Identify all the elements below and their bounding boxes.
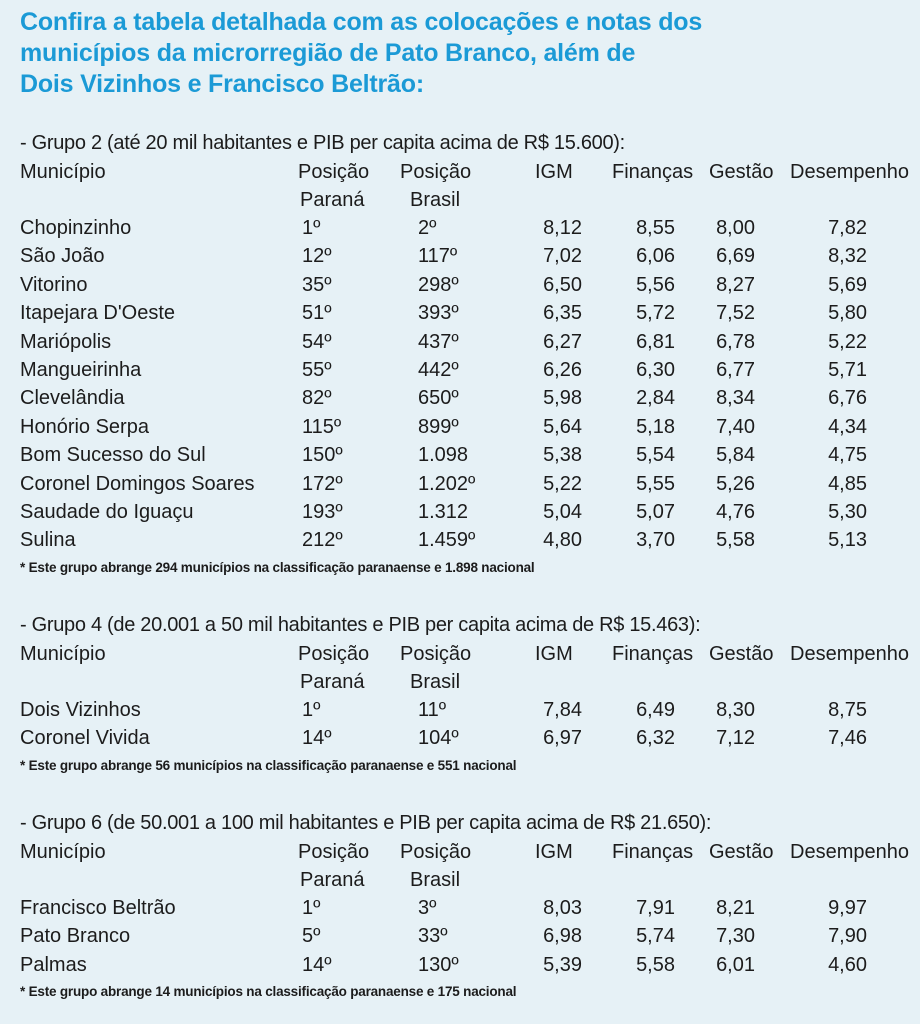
group-title: - Grupo 2 (até 20 mil habitantes e PIB per capita acima de R$ 15.600): xyxy=(20,132,625,154)
cell-financas: 3,70 xyxy=(636,529,675,552)
header-line: Posição xyxy=(400,841,472,863)
cell-desempenho: 4,85 xyxy=(828,472,867,495)
table-row xyxy=(20,384,915,412)
cell-desempenho: 9,97 xyxy=(828,897,867,919)
cell-financas: 5,56 xyxy=(636,273,675,296)
header-financas: Finanças xyxy=(612,643,694,665)
cell-igm: 5,38 xyxy=(543,444,582,467)
cell-igm: 5,39 xyxy=(543,953,582,976)
table-row xyxy=(20,441,915,469)
cell-igm: 5,22 xyxy=(543,472,582,495)
table-row xyxy=(20,242,915,270)
cell-igm: 8,12 xyxy=(543,217,582,239)
header-line: Brasil xyxy=(410,869,461,891)
cell-financas: 8,55 xyxy=(636,217,675,239)
table-row xyxy=(20,498,915,526)
cell-financas: 7,91 xyxy=(636,897,675,919)
cell-posicao-brasil: 1.202º xyxy=(418,472,476,495)
cell-financas: 5,72 xyxy=(636,302,675,325)
cell-posicao-brasil: 1.459º xyxy=(418,529,476,552)
cell-municipio: Saudade do Iguaçu xyxy=(20,500,194,523)
cell-desempenho: 5,80 xyxy=(828,302,867,325)
table-row xyxy=(20,214,915,242)
cell-municipio: Palmas xyxy=(20,953,87,976)
group-table xyxy=(20,810,915,1001)
cell-igm: 4,80 xyxy=(543,529,582,552)
header-line: Posição xyxy=(298,841,370,863)
cell-posicao-parana: 54º xyxy=(302,330,332,353)
cell-municipio: Pato Branco xyxy=(20,925,131,948)
cell-gestao: 7,40 xyxy=(716,415,755,438)
cell-desempenho: 6,76 xyxy=(828,387,867,410)
cell-municipio: Mangueirinha xyxy=(20,358,142,381)
cell-posicao-parana: 150º xyxy=(302,444,343,467)
cell-desempenho: 5,69 xyxy=(828,273,867,296)
cell-municipio: Dois Vizinhos xyxy=(20,699,141,721)
cell-igm: 7,84 xyxy=(543,699,582,721)
cell-municipio: Coronel Vivida xyxy=(20,727,150,750)
cell-gestao: 8,34 xyxy=(716,387,755,410)
table-row xyxy=(20,328,915,356)
cell-posicao-parana: 1º xyxy=(302,699,321,721)
cell-desempenho: 5,30 xyxy=(828,500,867,523)
cell-gestao: 8,27 xyxy=(716,273,755,296)
header-desempenho: Desempenho xyxy=(790,161,909,183)
table-row xyxy=(20,526,915,554)
cell-posicao-parana: 12º xyxy=(302,245,332,268)
table-row xyxy=(20,413,915,441)
header-line: Posição xyxy=(400,161,472,183)
header-line: Brasil xyxy=(410,189,461,211)
cell-desempenho: 5,13 xyxy=(828,529,867,552)
cell-municipio: Clevelândia xyxy=(20,387,125,410)
cell-igm: 6,35 xyxy=(543,302,582,325)
header-igm: IGM xyxy=(535,841,573,863)
table-row xyxy=(20,951,915,979)
cell-igm: 5,98 xyxy=(543,387,582,410)
cell-posicao-brasil: 2º xyxy=(418,217,437,239)
cell-gestao: 6,69 xyxy=(716,245,755,268)
cell-igm: 6,26 xyxy=(543,358,582,381)
header-line: Paraná xyxy=(300,671,365,693)
header-gestao: Gestão xyxy=(709,841,774,863)
cell-financas: 6,32 xyxy=(636,727,675,750)
header-desempenho: Desempenho xyxy=(790,643,909,665)
group-footnote: * Este grupo abrange 14 municípios na classificação paranaense e 175 nacional xyxy=(20,984,517,1000)
cell-gestao: 7,30 xyxy=(716,925,755,948)
table-row xyxy=(20,356,915,384)
cell-posicao-brasil: 899º xyxy=(418,415,459,438)
header-igm: IGM xyxy=(535,161,573,183)
cell-desempenho: 5,71 xyxy=(828,358,867,381)
cell-gestao: 6,78 xyxy=(716,330,755,353)
cell-municipio: Bom Sucesso do Sul xyxy=(20,444,206,467)
title-line: Confira a tabela detalhada com as colocações e notas dos xyxy=(20,8,703,36)
header-posicao-brasil xyxy=(400,640,471,696)
cell-gestao: 7,12 xyxy=(716,727,755,750)
cell-financas: 5,55 xyxy=(636,472,675,495)
table-row xyxy=(20,894,915,922)
group-title: - Grupo 4 (de 20.001 a 50 mil habitantes e PIB per capita acima de R$ 15.463): xyxy=(20,614,701,636)
cell-desempenho: 4,34 xyxy=(828,415,867,438)
cell-municipio: Chopinzinho xyxy=(20,217,132,239)
cell-posicao-brasil: 130º xyxy=(418,953,459,976)
cell-gestao: 6,01 xyxy=(716,953,755,976)
table-row xyxy=(20,470,915,498)
cell-financas: 5,58 xyxy=(636,953,675,976)
cell-gestao: 4,76 xyxy=(716,500,755,523)
cell-posicao-parana: 1º xyxy=(302,897,321,919)
cell-igm: 6,97 xyxy=(543,727,582,750)
cell-posicao-parana: 5º xyxy=(302,925,321,948)
cell-desempenho: 5,22 xyxy=(828,330,867,353)
cell-municipio: Coronel Domingos Soares xyxy=(20,472,255,495)
table-row xyxy=(20,922,915,950)
table-row xyxy=(20,724,915,752)
cell-financas: 2,84 xyxy=(636,387,675,410)
cell-igm: 8,03 xyxy=(543,897,582,919)
cell-posicao-parana: 212º xyxy=(302,529,343,552)
header-posicao-brasil xyxy=(400,838,471,894)
cell-financas: 5,18 xyxy=(636,415,675,438)
cell-posicao-parana: 14º xyxy=(302,953,332,976)
header-line: Posição xyxy=(400,643,472,665)
cell-posicao-brasil: 442º xyxy=(418,358,459,381)
cell-municipio: Mariópolis xyxy=(20,330,112,353)
header-line: Paraná xyxy=(300,869,365,891)
header-igm: IGM xyxy=(535,643,573,665)
group-footnote: * Este grupo abrange 294 municípios na classificação paranaense e 1.898 nacional xyxy=(20,559,535,575)
cell-desempenho: 4,60 xyxy=(828,953,867,976)
cell-posicao-parana: 14º xyxy=(302,727,332,750)
header-posicao-parana xyxy=(298,838,369,894)
header-line: Brasil xyxy=(410,671,461,693)
cell-posicao-parana: 115º xyxy=(302,415,342,438)
group-table xyxy=(20,130,915,577)
header-line: Posição xyxy=(298,643,370,665)
cell-posicao-brasil: 1.098 xyxy=(418,444,469,467)
cell-posicao-brasil: 33º xyxy=(418,925,448,948)
cell-igm: 6,27 xyxy=(543,330,582,353)
cell-municipio: Itapejara D'Oeste xyxy=(20,302,176,325)
cell-desempenho: 8,32 xyxy=(828,245,867,268)
header-posicao-brasil xyxy=(400,158,471,214)
page-title xyxy=(20,7,900,100)
cell-igm: 5,04 xyxy=(543,500,582,523)
cell-posicao-brasil: 11º xyxy=(418,699,447,721)
cell-financas: 6,49 xyxy=(636,699,675,721)
cell-desempenho: 7,46 xyxy=(828,727,867,750)
cell-gestao: 8,21 xyxy=(716,897,755,919)
cell-financas: 5,54 xyxy=(636,444,675,467)
cell-municipio: Sulina xyxy=(20,529,76,552)
cell-municipio: Honório Serpa xyxy=(20,415,149,438)
cell-posicao-parana: 55º xyxy=(302,358,332,381)
cell-posicao-parana: 82º xyxy=(302,387,332,410)
header-line: Paraná xyxy=(300,189,365,211)
cell-municipio: Vitorino xyxy=(20,273,88,296)
title-line: municípios da microrregião de Pato Branco, além de xyxy=(20,39,636,67)
cell-gestao: 5,58 xyxy=(716,529,755,552)
cell-igm: 6,98 xyxy=(543,925,582,948)
cell-igm: 6,50 xyxy=(543,273,582,296)
cell-gestao: 5,26 xyxy=(716,472,755,495)
cell-gestao: 5,84 xyxy=(716,444,755,467)
header-gestao: Gestão xyxy=(709,161,774,183)
cell-desempenho: 7,82 xyxy=(828,217,867,239)
header-gestao: Gestão xyxy=(709,643,774,665)
cell-desempenho: 7,90 xyxy=(828,925,867,948)
cell-posicao-brasil: 650º xyxy=(418,387,459,410)
group-title: - Grupo 6 (de 50.001 a 100 mil habitantes e PIB per capita acima de R$ 21.650): xyxy=(20,812,712,834)
cell-posicao-brasil: 104º xyxy=(418,727,459,750)
header-municipio: Município xyxy=(20,841,106,863)
cell-gestao: 6,77 xyxy=(716,358,755,381)
header-financas: Finanças xyxy=(612,841,694,863)
cell-desempenho: 4,75 xyxy=(828,444,867,467)
title-line: Dois Vizinhos e Francisco Beltrão: xyxy=(20,70,424,98)
cell-posicao-parana: 35º xyxy=(302,273,332,296)
cell-igm: 5,64 xyxy=(543,415,582,438)
cell-financas: 5,07 xyxy=(636,500,675,523)
cell-gestao: 7,52 xyxy=(716,302,755,325)
table-row xyxy=(20,299,915,327)
table-row xyxy=(20,696,915,724)
cell-posicao-parana: 172º xyxy=(302,472,343,495)
cell-posicao-brasil: 3º xyxy=(418,897,437,919)
table-header xyxy=(20,158,915,214)
cell-posicao-brasil: 298º xyxy=(418,273,459,296)
group-table xyxy=(20,612,915,775)
cell-posicao-brasil: 393º xyxy=(418,302,459,325)
cell-posicao-parana: 193º xyxy=(302,500,343,523)
cell-posicao-brasil: 437º xyxy=(418,330,459,353)
cell-posicao-brasil: 117º xyxy=(418,245,458,268)
header-municipio: Município xyxy=(20,161,106,183)
header-line: Posição xyxy=(298,161,370,183)
cell-financas: 5,74 xyxy=(636,925,675,948)
group-footnote: * Este grupo abrange 56 municípios na classificação paranaense e 551 nacional xyxy=(20,757,517,773)
header-desempenho: Desempenho xyxy=(790,841,909,863)
header-posicao-parana xyxy=(298,158,369,214)
cell-gestao: 8,00 xyxy=(716,217,755,239)
cell-desempenho: 8,75 xyxy=(828,699,867,721)
header-posicao-parana xyxy=(298,640,369,696)
cell-posicao-brasil: 1.312 xyxy=(418,500,469,523)
cell-posicao-parana: 51º xyxy=(302,302,332,325)
cell-financas: 6,81 xyxy=(636,330,675,353)
cell-municipio: Francisco Beltrão xyxy=(20,897,176,919)
cell-igm: 7,02 xyxy=(543,245,582,268)
table-header xyxy=(20,640,915,696)
cell-posicao-parana: 1º xyxy=(302,217,321,239)
table-header xyxy=(20,838,915,894)
cell-financas: 6,30 xyxy=(636,358,675,381)
header-municipio: Município xyxy=(20,643,106,665)
header-financas: Finanças xyxy=(612,161,694,183)
cell-municipio: São João xyxy=(20,245,105,268)
table-row xyxy=(20,271,915,299)
cell-gestao: 8,30 xyxy=(716,699,755,721)
cell-financas: 6,06 xyxy=(636,245,675,268)
